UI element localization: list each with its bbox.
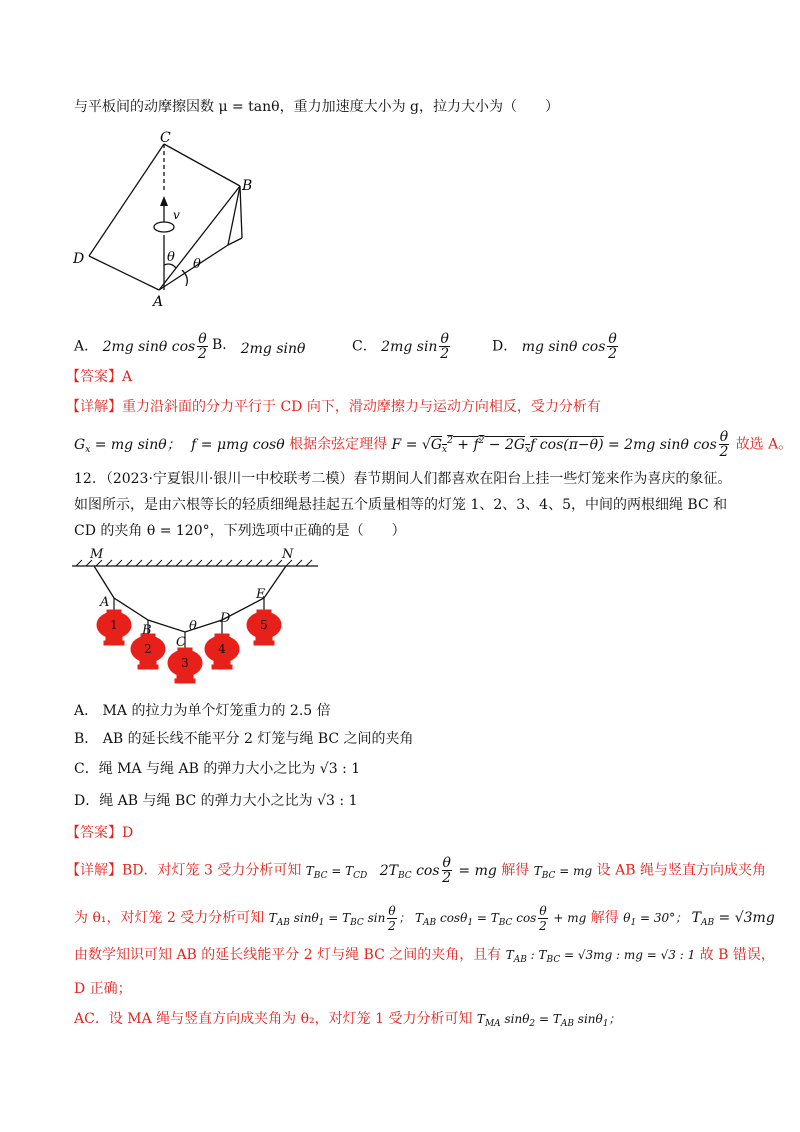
eq-theta1: $\theta_1 = 30^\circ$； (623, 911, 688, 928)
q11-stem: 与平板间的动摩擦因数 μ = tanθ，重力加速度大小为 g，拉力大小为（ ） (74, 99, 560, 115)
detail-1-tail: 设 AB 绳与竖直方向成夹角 (596, 862, 766, 879)
label-n: N (282, 547, 294, 562)
detail-1-text: 【详解】BD．对灯笼 3 受力分析可知 (66, 862, 302, 879)
detail-2-solve: 解得 (590, 910, 619, 926)
q11-answer: 【答案】A (66, 369, 133, 385)
q12-stem-3: CD 的夹角 θ = 120°，下列选项中正确的是（ ） (74, 523, 406, 539)
option-a-math: 2mg sinθ cos $\frac{\theta}{2}$ (102, 331, 207, 362)
eq-tab-value: $T_{AB} = √3mg$ (691, 910, 775, 928)
velocity-arrow (160, 196, 168, 206)
q12-answer: 【答案】D (66, 825, 134, 841)
q12-detail-2 (74, 904, 775, 933)
label-theta-1: θ (167, 250, 175, 265)
option-a-label: A． (74, 338, 99, 355)
q12-detail-4: D 正确； (74, 981, 132, 997)
label-b: B (242, 178, 253, 194)
detail-3-text: 由数学知识可知 AB 的延长线能平分 2 灯与绳 BC 之间的夹角，且有 (74, 947, 502, 963)
lantern-1-number: 1 (110, 618, 118, 632)
option-b-math: 2mg sinθ (240, 341, 306, 357)
q12-option-a[interactable]: A． MA 的拉力为单个灯笼重力的 2.5 倍 (74, 703, 331, 719)
label-a: A (153, 294, 164, 310)
q11-option-a[interactable] (74, 332, 210, 361)
option-b-label: B． (212, 337, 237, 353)
ring (154, 222, 174, 232)
eq-tma: $T_{MA}$ $\sin\theta_2 = T_{AB}$ sinθ$_1$； (476, 1012, 621, 1029)
label-theta-2: θ (193, 257, 201, 272)
edge-ab (159, 186, 240, 290)
q12-detail-3 (74, 946, 775, 969)
law-of-cosines-text: 根据余弦定理得 (289, 436, 388, 453)
eq-gx: $G_x$ = mg sinθ； (74, 436, 181, 455)
eq-f: f = μmg cosθ (191, 436, 285, 453)
q11-option-d[interactable] (492, 332, 620, 361)
option-d-label: D． (492, 338, 518, 355)
ceiling-hatch (76, 560, 312, 566)
option-c-label: C． (352, 338, 377, 355)
option-c-math: 2mg sin $\frac{\theta}{2}$ (381, 331, 450, 362)
label-theta: θ (189, 619, 197, 634)
edge-da (89, 256, 159, 290)
label-c: C (176, 635, 186, 650)
eq-tbc-mg: $T_{BC}$ = mg (533, 863, 593, 881)
label-c: C (160, 130, 171, 146)
q12-option-c[interactable]: C．绳 MA 与绳 AB 的弹力大小之比为 √3 : 1 (74, 761, 361, 777)
q12-option-d[interactable]: D．绳 AB 与绳 BC 的弹力大小之比为 √3 : 1 (74, 793, 358, 809)
detail-2-text: 为 θ₁，对灯笼 2 受力分析可知 (74, 910, 265, 926)
label-m: M (90, 547, 104, 562)
choose-a-text: 故选 A。 (735, 436, 793, 453)
detail-5-text: AC．设 MA 绳与竖直方向成夹角为 θ₂，对灯笼 1 受力分析可知 (74, 1011, 473, 1027)
lantern-5-number: 5 (260, 618, 268, 632)
label-e: E (256, 587, 266, 602)
detail-1-solve: 解得 (501, 862, 530, 879)
edge-side (228, 186, 240, 245)
q11-option-b[interactable] (212, 336, 306, 357)
q11-option-c[interactable] (352, 332, 452, 361)
q11-figure (70, 130, 300, 310)
eq-tab-sin: $T_{AB}$ $\sin\theta_1 = T_{BC}$ sin $\frac{\theta}{2}$ ； (268, 904, 411, 933)
eq-2tbc: $2T_{BC}$ cos $\frac{\theta}{2}$ = mg (379, 855, 497, 886)
lantern-4-number: 4 (218, 642, 226, 656)
eq-tab-cos: $T_{AB}$ $\cos\theta_1 = T_{BC}$ cos $\frac{\theta}{2}$ + mg (415, 904, 587, 933)
label-v: v (173, 208, 180, 222)
q12-stem-1: 12．（2023·宁夏银川·银川一中校联考二模）春节期间人们都喜欢在阳台上挂一些灯笼来作为喜庆的象征。 (74, 471, 732, 487)
eq-ratio: $T_{AB}$ : $T_{BC} = √3mg$ : mg = √3 : 1 (505, 948, 696, 965)
option-d-math: mg sinθ cos $\frac{\theta}{2}$ (521, 331, 618, 362)
q12-figure (70, 546, 330, 692)
q12-option-b[interactable]: B． AB 的延长线不能平分 2 灯笼与绳 BC 之间的夹角 (74, 731, 414, 747)
edge-base-ext (228, 238, 242, 245)
edge-cd (89, 144, 164, 256)
eq-tbc-tcd: $T_{BC} = T_{CD}$ (305, 863, 368, 881)
label-d: D (73, 251, 85, 267)
q12-detail-1 (66, 856, 766, 885)
lantern-3-number: 3 (181, 656, 189, 670)
q12-stem-2: 如图所示，是由六根等长的轻质细绳悬挂起五个质量相等的灯笼 1、2、3、4、5，中间的两根细绳 BC 和 (74, 497, 728, 513)
label-d: D (220, 611, 231, 626)
eq-F: $F = √G_x^2 + f^2 - 2G_xf$ cos(π−θ) = 2mg sinθ cos $\frac{\theta}{2}$ (391, 429, 729, 460)
label-b: B (142, 623, 152, 638)
label-a: A (100, 595, 110, 610)
detail-3-tail: 故 B 错误， (699, 947, 775, 963)
q11-detail-title: 【详解】重力沿斜面的分力平行于 CD 向下，滑动摩擦力与运动方向相反，受力分析有 (66, 399, 601, 415)
q12-detail-5 (74, 1010, 620, 1033)
q11-detail-line2 (74, 430, 792, 459)
edge-cb (164, 144, 240, 186)
lantern-2-number: 2 (144, 642, 152, 656)
